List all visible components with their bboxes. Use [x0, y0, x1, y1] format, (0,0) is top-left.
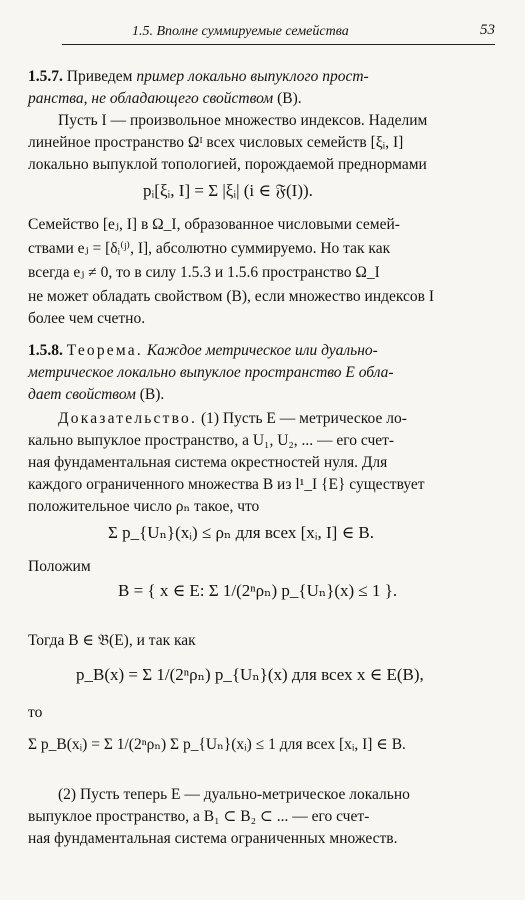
s158-number: 1.5.8.	[28, 342, 63, 359]
s157-line6: Семейство [eⱼ, I] в Ω_I, образованное числовыми семей-	[28, 216, 400, 233]
header-title: 1.5. Вполне суммируемые семейства	[132, 24, 349, 39]
proof-put: Положим	[28, 558, 91, 575]
s157-line7: ствами eⱼ = [δᵢ⁽ʲ⁾, I], абсолютно суммируемо. Но так как	[28, 240, 391, 257]
s157-line5: локально выпуклой топологией, порождаемой преднормами	[28, 156, 427, 173]
s157-line2: ранства, не обладающего свойством (B).	[28, 90, 302, 107]
running-header	[62, 18, 495, 45]
proof-word: Доказательство.	[58, 410, 198, 427]
s157-line1: 1.5.7. Приведем пример локально выпуклого прост-	[28, 68, 369, 85]
theorem-word: Теорема.	[66, 342, 143, 359]
s157-line10: более чем счетно.	[28, 310, 146, 327]
proof-line1: Доказательство. (1) Пусть E — метрическое ло-	[58, 410, 407, 427]
proof-line3: ная фундаментальная система окрестностей нуля. Для	[28, 454, 388, 471]
proof-line6: (2) Пусть теперь E — дуально-метрическое локально	[58, 786, 410, 803]
s158-line3: дает свойством (B).	[28, 386, 165, 403]
proof-line7: выпуклое пространство, а B₁ ⊂ B₂ ⊂ ... — его счет-	[28, 808, 370, 825]
s157-formula: pᵢ[ξᵢ, I] = Σ |ξᵢ| (i ∈ 𝔉(I)).	[143, 181, 313, 200]
proof-line5: положительное число ρₙ такое, что	[28, 498, 260, 515]
s157-line3: Пусть I — произвольное множество индексов. Наделим	[58, 112, 428, 129]
s158-line1: 1.5.8. Теорема. Каждое метрическое или дуально-	[28, 342, 378, 359]
proof-line8: ная фундаментальная система ограниченных множеств.	[28, 830, 398, 847]
proof-to: то	[28, 704, 43, 721]
s157-line9: не может обладать свойством (B), если множество индексов I	[28, 288, 435, 305]
proof-line4: каждого ограниченного множества B из l¹_I {E} существует	[28, 476, 425, 493]
formula-4: Σ p_B(xᵢ) = Σ 1/(2ⁿρₙ) Σ p_{Uₙ}(xᵢ) ≤ 1 для всех [xᵢ, I] ∈ B.	[28, 736, 406, 753]
formula-3: p_B(x) = Σ 1/(2ⁿρₙ) p_{Uₙ}(x) для всех x ∈ E(B),	[76, 665, 424, 684]
page-number: 53	[480, 22, 495, 38]
s158-line2: метрическое локально выпуклое пространство E обла-	[28, 364, 394, 381]
proof-then: Тогда B ∈ 𝔅(E), и так как	[28, 632, 196, 649]
s157-line4: линейное пространство Ωᴵ всех числовых семейств [ξᵢ, I]	[28, 134, 404, 151]
formula-2: B = { x ∈ E: Σ 1/(2ⁿρₙ) p_{Uₙ}(x) ≤ 1 }.	[118, 581, 398, 600]
proof-line2: кально выпуклое пространство, а U₁, U₂, ... — его счет-	[28, 432, 395, 449]
formula-1: Σ p_{Uₙ}(xᵢ) ≤ ρₙ для всех [xᵢ, I] ∈ B.	[108, 523, 375, 542]
s157-number: 1.5.7.	[28, 68, 63, 85]
s157-line8: всегда eⱼ ≠ 0, то в силу 1.5.3 и 1.5.6 пространство Ω_I	[28, 264, 380, 281]
